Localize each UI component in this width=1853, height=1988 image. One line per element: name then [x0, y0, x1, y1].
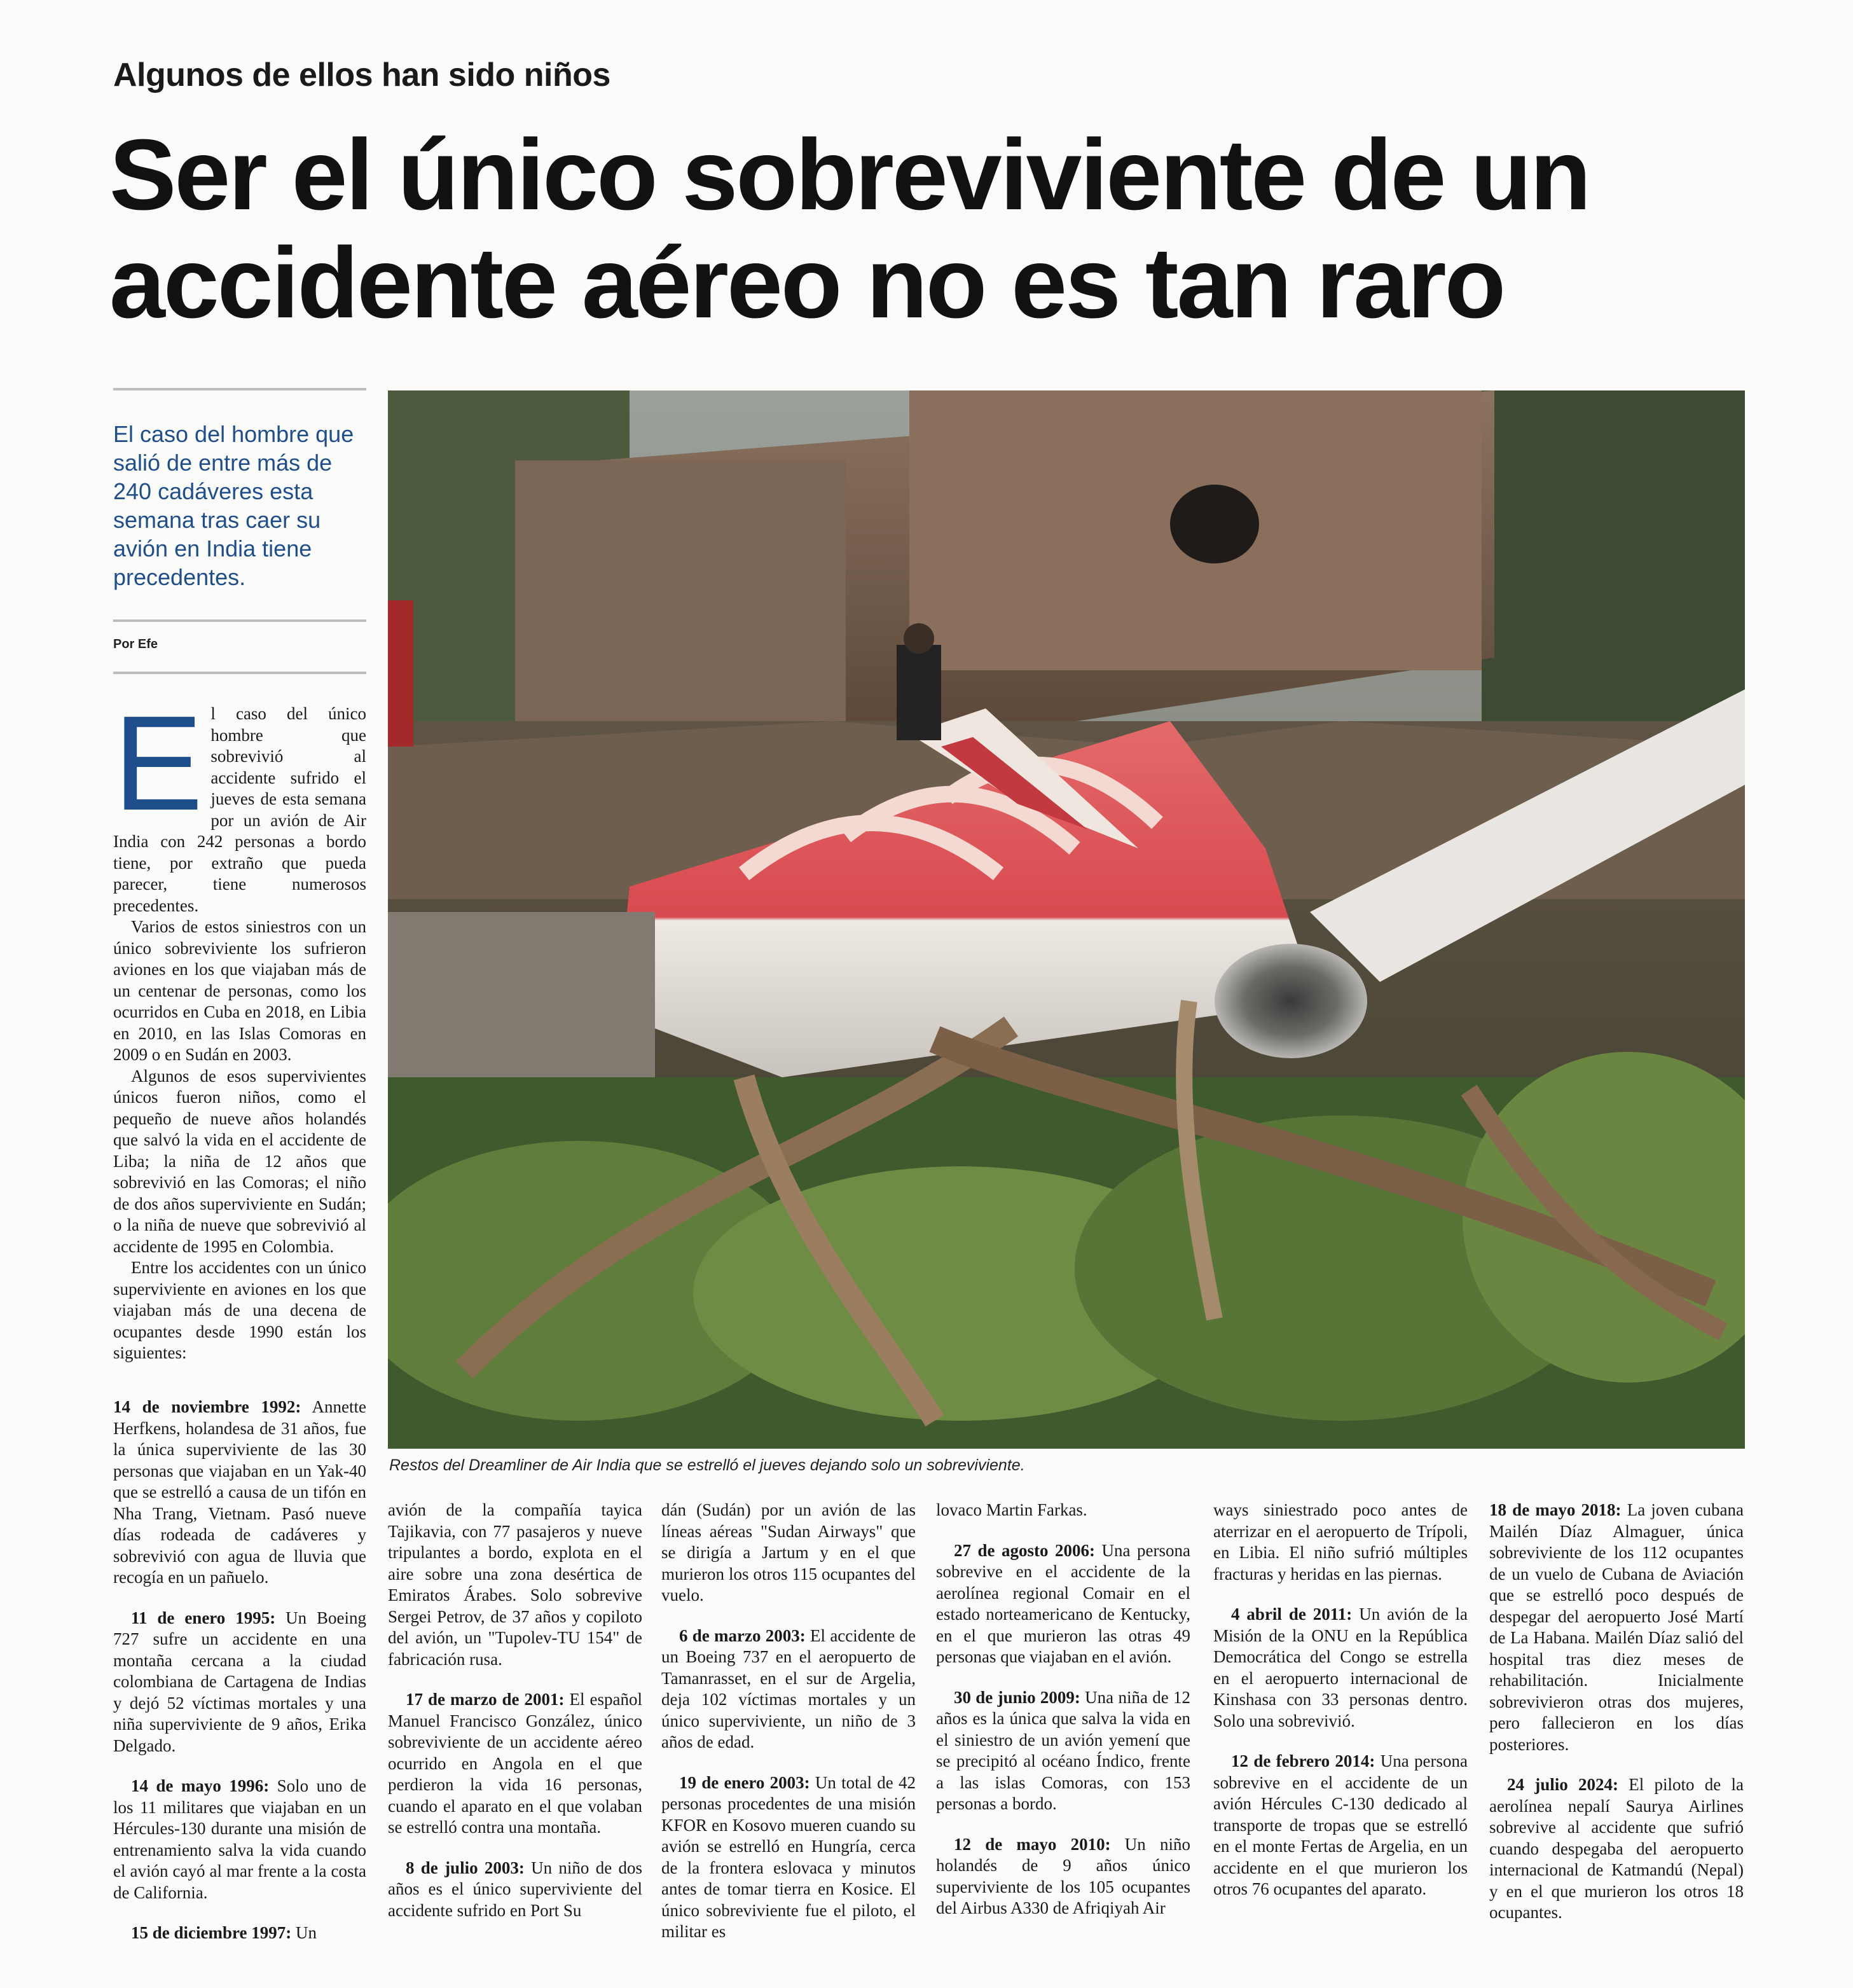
byline-rule [113, 672, 366, 674]
entry: lovaco Martin Farkas. [936, 1500, 1087, 1519]
kicker: Algunos de ellos han sido niños [113, 57, 610, 93]
lead-paragraph-1: El caso del único hombre que sobrevivió al accidente sufrido el jueves de esta semana por un avión de Air India con 242 personas a bordo tiene, por extraño que pueda parecer, tiene numerosos precedentes. [113, 687, 366, 915]
deck-top-rule [113, 388, 366, 390]
entry: 14 de mayo 1996: Solo uno de los 11 militares que viajaban en un Hércules-130 durante una misión de entrenamiento salva la vida cuando el avión cayó al mar frente a la costa de California. [113, 1776, 366, 1902]
entry: 8 de julio 2003: Un niño de dos años es el único superviviente del accidente sufrido en Port Su [388, 1858, 642, 1920]
byline: Por Efe [113, 637, 158, 651]
entry: 27 de agosto 2006: Una persona sobrevive en el accidente de la aerolínea regional Comair en el estado norteamericano de Kentucky, en el que murieron las otras 49 personas que viajaban en el avión. [936, 1540, 1190, 1666]
lead-paragraph-2: Varios de estos siniestros con un único sobreviviente los sufrieron aviones en los que viajaban más de un centenar de personas, como los ocurridos en Cuba en 2018, en Libia en 2010, en las Islas Comoras en 2009 o en Sudán en 2003. [113, 917, 366, 1064]
entry: 18 de mayo 2018: La joven cubana Mailén Díaz Almaguer, única sobreviviente de los 112 ocupantes de un vuelo de Cubana de Aviación que se estrelló poco después de despegar del aeropuerto José Martí de La Habana. Mailén Díaz salió del hospital tras diez meses de rehabilitación. Inicialmente sobrevivieron otras dos mujeres, pero fallecieron en los días posteriores. [1489, 1500, 1744, 1754]
lead-paragraph-4: Entre los accidentes con un único superviviente en aviones en los que viajaban más de una decena de ocupantes desde 1990 están los siguientes: [113, 1258, 366, 1362]
entry: avión de la compañía tayica Tajikavia, con 77 pasajeros y nueve tripulantes a bordo, explota en el aire sobre una zona desértica de Emiratos Árabes. Solo sobrevive Sergei Petrov, de 37 años y copiloto del avión, un "Tupolev-TU 154" de fabricación rusa. [388, 1500, 642, 1669]
entry: 15 de diciembre 1997: Un [131, 1923, 317, 1942]
entry: 17 de marzo de 2001: El español Manuel Francisco González, único sobreviviente de un accidente aéreo ocurrido en Angola en el que perdieron la vida 16 personas, cuando el aparato en el que volaban se estrelló contra una montaña. [388, 1690, 642, 1837]
entry: 12 de febrero 2014: Una persona sobrevive en el accidente de un avión Hércules C-130 dedicado al transporte de tropas que se estrelló en el monte Fertas de Argelia, en un accidente en el que murieron los otros 76 ocupantes del aparato. [1213, 1751, 1468, 1898]
entry: 6 de marzo 2003: El accidente de un Boeing 737 en el aeropuerto de Tamanrasset, en el sur de Argelia, deja 102 víctimas mortales y un único superviviente, un niño de 3 años de edad. [661, 1626, 916, 1751]
entry: dán (Sudán) por un avión de las líneas aéreas "Sudan Airways" que se dirigía a Jartum y en el que murieron los otros 115 ocupantes del vuelo. [661, 1500, 916, 1605]
body-column-3 [661, 1500, 916, 1943]
entry: 19 de enero 2003: Un total de 42 personas procedentes de una misión KFOR en Kosovo mueren cuando su avión se estrelló en Hungría, cerca de la frontera eslovaca y minutos antes de tomar tierra en Kosice. El único sobreviviente fue el piloto, el militar es [661, 1772, 916, 1941]
entry: 12 de mayo 2010: Un niño holandés de 9 años único superviviente de los 105 ocupantes del Airbus A330 de Afriqiyah Air [936, 1834, 1190, 1917]
lead-paragraph-3: Algunos de esos supervivientes únicos fueron niños, como el pequeño de nueve años holandés que salvó la vida en el accidente de Liba; la niña de 12 años que sobrevivió en las Comoras; el niño de dos años superviviente en Sudán; o la niña de nueve que sobrevivió al accidente de 1995 en Colombia. [113, 1066, 366, 1256]
body-column-4 [936, 1500, 1190, 1919]
deck: El caso del hombre que salió de entre más de 240 cadáveres esta semana tras caer su avión en India tiene precedentes. [113, 421, 354, 590]
entry: 24 julio 2024: El piloto de la aerolínea nepalí Saurya Airlines sobrevive al accidente que sufrió cuando despegaba del aeropuerto internacional de Katmandú (Nepal) y en el que murieron los otros 18 ocupantes. [1489, 1775, 1744, 1922]
body-column-6 [1489, 1500, 1744, 1924]
headline: Ser el único sobreviviente de un accidente aéreo no es tan raro [109, 119, 1590, 339]
body-column-5 [1213, 1500, 1468, 1900]
entry: 14 de noviembre 1992: Annette Herfkens, holandesa de 31 años, fue la única superviviente de las 30 personas que viajaban en un Yak-40 que se estrelló a causa de un tifón en Nha Trang, Vietnam. Pasó nueve días rodeada de cadáveres y sobrevivió con agua de lluvia que recogía en un pañuelo. [113, 1397, 367, 1587]
body-column-2 [388, 1500, 642, 1921]
lead-column [113, 687, 366, 1364]
crash-photo [388, 390, 1745, 1449]
drop-cap: E [113, 687, 203, 838]
entry: 30 de junio 2009: Una niña de 12 años es la única que salva la vida en el siniestro de un avión yemení que se precipitó al océano Índico, frente a las islas Comoras, con 153 personas a bordo. [936, 1687, 1190, 1813]
entry: 11 de enero 1995: Un Boeing 727 sufre un accidente en una montaña cercana a la ciudad colombiana de Cartagena de Indias y dejó 52 víctimas mortales y una niña superviviente de 9 años, Erika Delgado. [113, 1608, 367, 1755]
entry: 4 abril de 2011: Un avión de la Misión de la ONU en la República Democrática del Congo se estrella en el aeropuerto internacional de Kinshasa con 33 personas dentro. Solo una sobrevivió. [1213, 1605, 1468, 1730]
photo-caption: Restos del Dreamliner de Air India que se estrelló el jueves dejando solo un sobreviviente. [389, 1456, 1025, 1474]
body-column-1 [113, 1397, 366, 1944]
deck-bottom-rule [113, 619, 366, 622]
entry: ways siniestrado poco antes de aterrizar en el aeropuerto de Trípoli, en Libia. El niño sufrió múltiples fracturas y heridas en las piernas. [1213, 1500, 1468, 1584]
